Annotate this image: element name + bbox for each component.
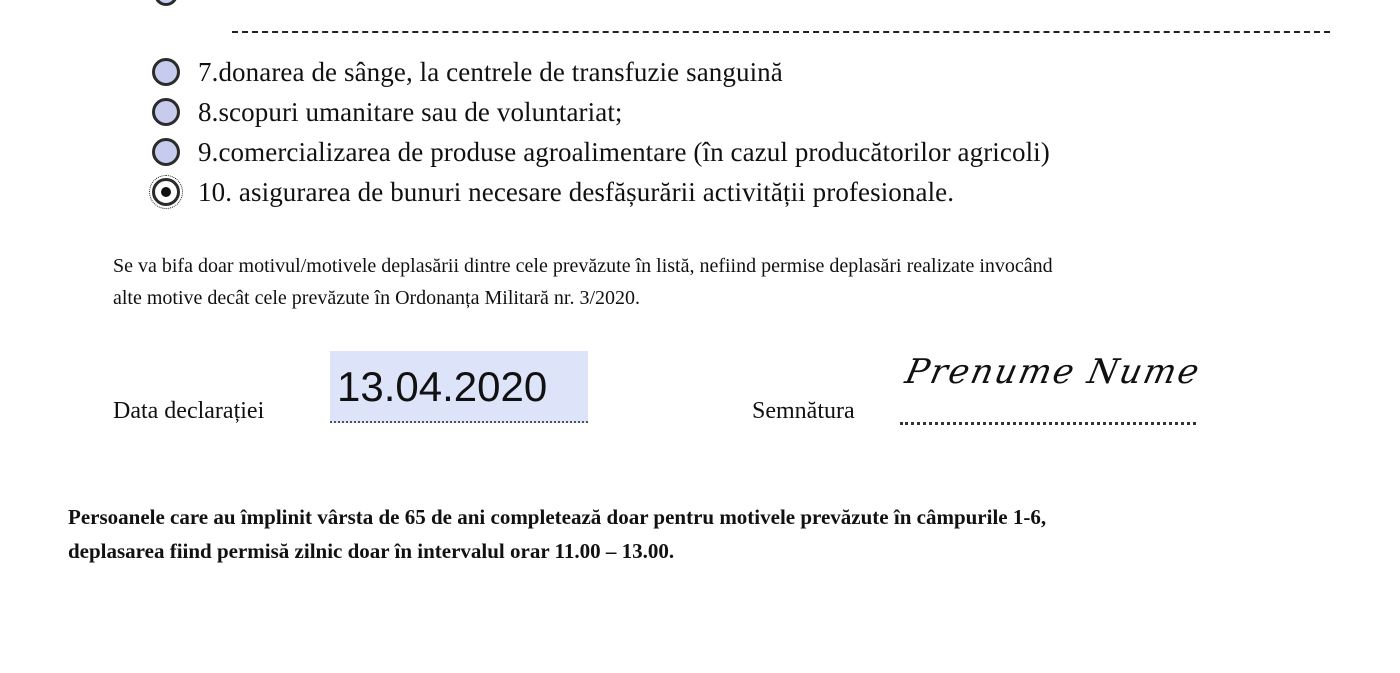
- date-input[interactable]: 13.04.2020: [330, 351, 588, 423]
- signature-label: Semnătura: [752, 398, 855, 424]
- radio-button[interactable]: [152, 138, 180, 166]
- instruction-note-line: Se va bifa doar motivul/motivele deplasării dintre cele prevăzute în listă, nefiind permise deplasări realizate invocând: [113, 255, 1053, 277]
- option-label: 9.comercializarea de produse agroalimentare (în cazul producătorilor agricoli): [198, 136, 1050, 167]
- seniors-note: [68, 500, 1328, 568]
- radio-selected-dot: [161, 187, 171, 197]
- radio-button[interactable]: [152, 58, 180, 86]
- seniors-note-line: deplasarea fiind permisă zilnic doar în intervalul orar 11.00 – 13.00.: [68, 539, 675, 563]
- radio-button-selected[interactable]: [152, 178, 180, 206]
- radio-button[interactable]: [152, 98, 180, 126]
- dashed-separator: [232, 31, 1330, 33]
- instruction-note-line: alte motive decât cele prevăzute în Ordonanța Militară nr. 3/2020.: [113, 287, 641, 309]
- option-label: 10. asigurarea de bunuri necesare desfășurării activității profesionale.: [198, 176, 955, 207]
- option-blood-donation[interactable]: [152, 52, 1272, 92]
- date-label: Data declarației: [113, 398, 265, 424]
- option-label: 8.scopuri umanitare sau de voluntariat;: [198, 96, 623, 127]
- option-humanitarian[interactable]: [152, 92, 1272, 132]
- signature-handwriting[interactable]: Prenume Nume: [901, 352, 1205, 392]
- option-label: 7.donarea de sânge, la centrele de transfuzie sanguină: [198, 56, 783, 87]
- seniors-note-line: Persoanele care au împlinit vârsta de 65 de ani completează doar pentru motivele prevăzute în câmpurile 1-6,: [68, 505, 1047, 529]
- radio-button-partial[interactable]: [154, 0, 178, 6]
- option-agri-commerce[interactable]: [152, 132, 1272, 172]
- instruction-note: [113, 250, 1333, 314]
- option-professional-goods[interactable]: [152, 172, 1272, 212]
- signature-line: [900, 422, 1196, 425]
- reason-options-list: [152, 52, 1272, 212]
